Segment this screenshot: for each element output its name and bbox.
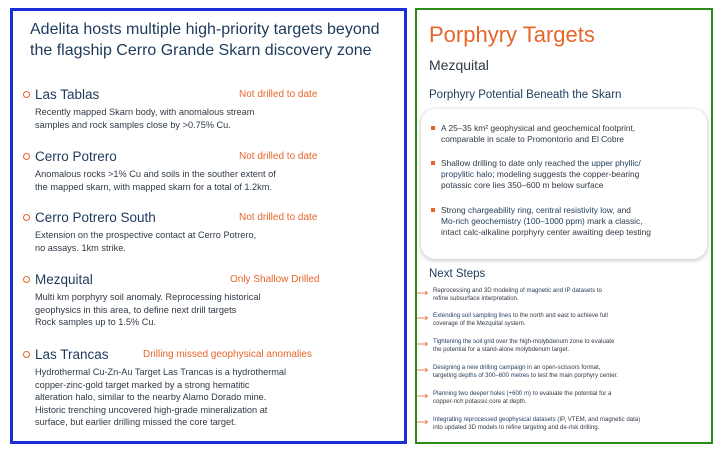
potential-item <box>431 205 699 239</box>
target-description: Anomalous rocks >1% Cu and soils in the souther extent of the mapped skarn, with mapped skarn for a total of 1.2km. <box>35 169 276 192</box>
target-name: Cerro Potrero <box>35 149 117 164</box>
target-las-tablas <box>23 87 401 131</box>
square-bullet-icon <box>431 126 435 130</box>
ring-bullet-icon <box>23 214 30 221</box>
targets-panel <box>10 8 407 444</box>
ring-bullet-icon <box>23 91 30 98</box>
target-name: Las Trancas <box>35 347 109 362</box>
arrow-right-icon <box>417 419 429 425</box>
potential-item <box>431 123 699 145</box>
target-name: Mezquital <box>35 272 93 287</box>
ring-bullet-icon <box>23 153 30 160</box>
arrow-right-icon <box>417 315 429 321</box>
step-item <box>417 364 707 380</box>
arrow-right-icon <box>417 341 429 347</box>
target-name: Cerro Potrero South <box>35 210 156 225</box>
step-text: Extending soil sampling lines to the north and east to achieve full coverage of the Mezquital system. <box>433 312 608 328</box>
ring-bullet-icon <box>23 276 30 283</box>
arrow-right-icon <box>417 290 429 296</box>
target-mezquital <box>23 272 401 329</box>
target-description: Hydrothermal Cu-Zn-Au Target Las Trancas is a hydrothermal copper-zinc-gold target marked by a strong hematitic alteration halo, similar to the nearby Alamo Dorado mine. Historic trenching uncovered high-grade mineralization at surface, but earlier drilling missed the core target. <box>35 367 287 428</box>
panel-title: Porphyry Targets <box>429 22 595 47</box>
step-item <box>417 312 707 328</box>
square-bullet-icon <box>431 208 435 212</box>
porphyry-panel <box>415 8 713 444</box>
target-las-trancas <box>23 347 401 429</box>
target-status: Drilling missed geophysical anomalies <box>143 349 312 360</box>
step-text: Designing a new drilling campaign in an open-scissors format, targeting depths of 300–600 metres to test the main porphyry center. <box>433 364 618 380</box>
target-description: Recently mapped Skarn body, with anomalous stream samples and rock samples close by >0.75% Cu. <box>35 107 255 130</box>
square-bullet-icon <box>431 161 435 165</box>
target-cerro-potrero <box>23 149 401 193</box>
potential-item <box>431 158 699 192</box>
target-status: Not drilled to date <box>239 212 318 223</box>
step-item <box>417 390 707 406</box>
potential-text: Shallow drilling to date only reached the upper phyllic/ propylitic halo; modeling suggests the copper-bearing potassic core lies 350–600 m below surface <box>441 158 641 191</box>
target-name: Las Tablas <box>35 87 100 102</box>
ring-bullet-icon <box>23 351 30 358</box>
target-status: Only Shallow Drilled <box>230 274 320 285</box>
target-description: Extension on the prospective contact at Cerro Potrero, no assays. 1km strike. <box>35 230 257 253</box>
target-cerro-potrero-south <box>23 210 401 254</box>
potential-text: A 25–35 km² geophysical and geochemical footprint, comparable in scale to Promontorio and El Cobre <box>441 123 636 145</box>
panel-subtitle: Mezquital <box>429 57 489 73</box>
section-heading: Porphyry Potential Beneath the Skarn <box>429 89 622 101</box>
target-status: Not drilled to date <box>239 89 318 100</box>
potential-card <box>421 109 707 259</box>
target-status: Not drilled to date <box>239 151 318 162</box>
step-text: Integrating reprocessed geophysical datasets (IP, VTEM, and magnetic data) into updated 3D models to refine targeting and de-risk drilling. <box>433 416 641 432</box>
target-description: Multi km porphyry soil anomaly. Reprocessing historical geophysics in this area, to define next drill targets Rock samples up to 1.5% Cu. <box>35 292 261 328</box>
arrow-right-icon <box>417 367 429 373</box>
step-text: Tightening the soil grid over the high-molybdenum zone to evaluate the potential for a stand-alone molybdenum target. <box>433 338 615 354</box>
next-steps-heading: Next Steps <box>429 268 486 280</box>
arrow-right-icon <box>417 393 429 399</box>
step-text: Planning two deeper holes (+600 m) to evaluate the potential for a copper-rich potassic core at depth. <box>433 390 612 406</box>
step-item <box>417 338 707 354</box>
panel-title: Adelita hosts multiple high-priority targets beyond the flagship Cerro Grande Skarn discovery zone <box>30 21 380 59</box>
step-item <box>417 287 707 303</box>
step-text: Reprocessing and 3D modeling of magnetic and IP datasets to refine subsurface interpretation. <box>433 287 602 303</box>
step-item <box>417 416 707 432</box>
potential-text: Strong chargeability ring, central resistivity low, and Mo-rich geochemistry (100–1000 ppm) mark a classic, intact calc-alkaline porphyry center awaiting deep testing <box>441 205 651 238</box>
